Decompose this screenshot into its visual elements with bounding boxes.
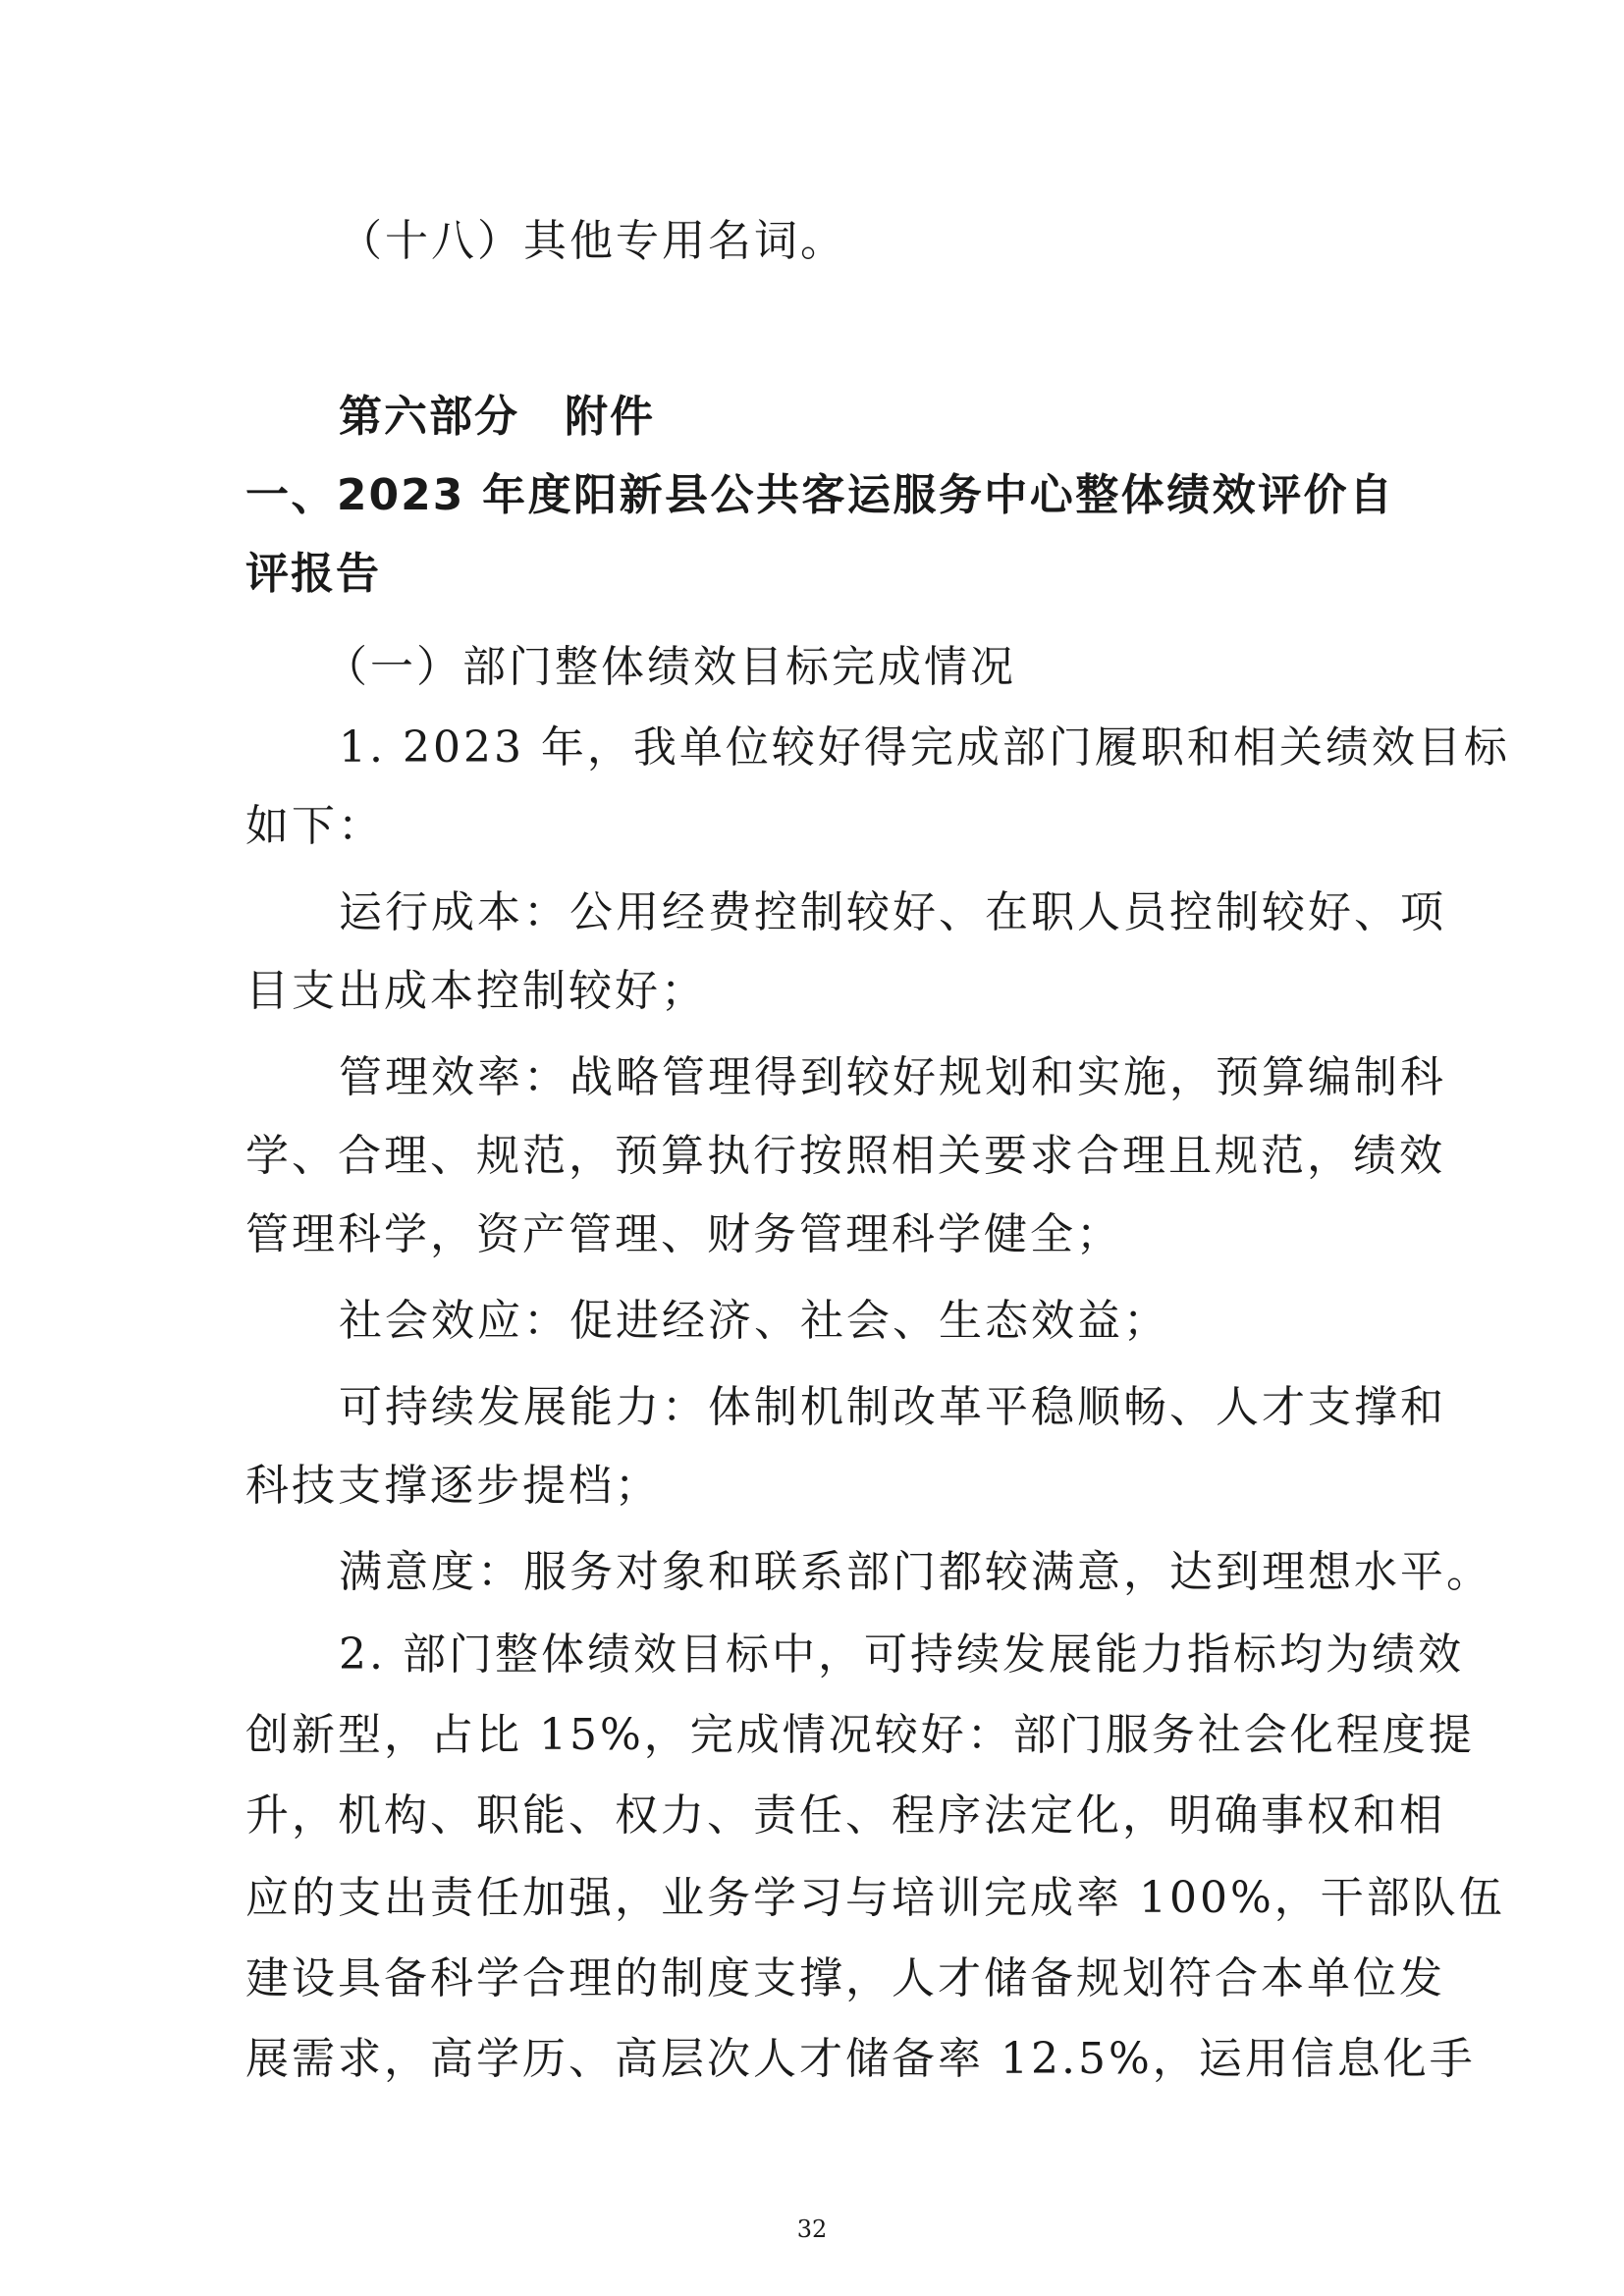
para-satisfaction-line-1: 满意度：服务对象和联系部门都较满意，达到理想水平。 bbox=[339, 1547, 1492, 1597]
para-sustain-line-1: 可持续发展能力：体制机制改革平稳顺畅、人才支撑和 bbox=[339, 1382, 1446, 1432]
report-title-line-2: 评报告 bbox=[245, 549, 381, 599]
item-18-text: （十八）其他专用名词。 bbox=[339, 216, 846, 266]
para-sustain-line-2: 科技支撑逐步提档； bbox=[245, 1461, 661, 1511]
para-1-line-1: 1. 2023 年，我单位较好得完成部门履职和相关绩效目标 bbox=[339, 722, 1510, 773]
para-efficiency-line-2: 学、合理、规范，预算执行按照相关要求合理且规范，绩效 bbox=[245, 1131, 1445, 1181]
para-2-line-3: 升，机构、职能、权力、责任、程序法定化，明确事权和相 bbox=[245, 1790, 1445, 1841]
para-2-line-1: 2. 部门整体绩效目标中，可持续发展能力指标均为绩效 bbox=[339, 1629, 1464, 1680]
para-2-line-6: 展需求，高学历、高层次人才储备率 12.5%，运用信息化手 bbox=[245, 2034, 1476, 2084]
para-2-line-2: 创新型，占比 15%，完成情况较好：部门服务社会化程度提 bbox=[245, 1710, 1475, 1760]
para-2-line-5: 建设具备科学合理的制度支撑，人才储备规划符合本单位发 bbox=[245, 1953, 1445, 2003]
part-title: 第六部分 附件 bbox=[339, 392, 655, 442]
section-1-heading: （一）部门整体绩效目标完成情况 bbox=[324, 642, 1016, 692]
page-number: 32 bbox=[796, 2216, 828, 2243]
report-title-line-1: 一、2023 年度阳新县公共客运服务中心整体绩效评价自 bbox=[245, 470, 1394, 520]
para-social-line-1: 社会效应：促进经济、社会、生态效益； bbox=[339, 1296, 1169, 1346]
para-cost-line-2: 目支出成本控制较好； bbox=[245, 966, 707, 1016]
para-2-line-4: 应的支出责任加强，业务学习与培训完成率 100%，干部队伍 bbox=[245, 1873, 1505, 1923]
para-1-line-2: 如下： bbox=[245, 801, 384, 851]
para-efficiency-line-3: 管理科学，资产管理、财务管理科学健全； bbox=[245, 1209, 1122, 1259]
para-cost-line-1: 运行成本：公用经费控制较好、在职人员控制较好、项 bbox=[339, 887, 1446, 937]
para-efficiency-line-1: 管理效率：战略管理得到较好规划和实施，预算编制科 bbox=[339, 1052, 1446, 1102]
